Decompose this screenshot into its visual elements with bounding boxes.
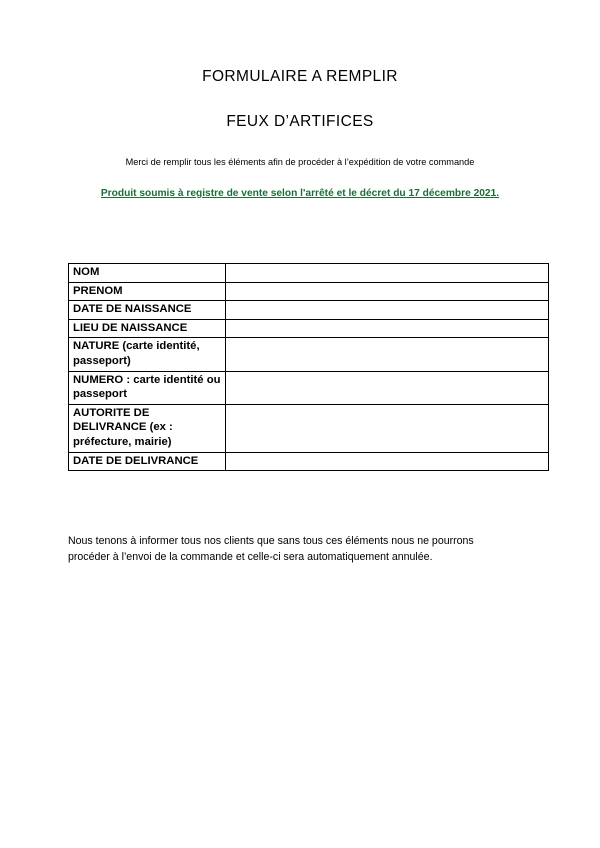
field-label-date-de-naissance: DATE DE NAISSANCE — [69, 301, 226, 320]
field-value-nature[interactable] — [226, 338, 549, 371]
field-value-date-de-delivrance[interactable] — [226, 452, 549, 471]
legal-notice-text: Produit soumis à registre de vente selon l'arrêté et le décret du 17 décembre 2021. — [100, 188, 500, 199]
field-value-prenom[interactable] — [226, 282, 549, 301]
page-title: FORMULAIRE A REMPLIR — [202, 68, 398, 85]
table-row — [69, 371, 549, 404]
table-row — [69, 452, 549, 471]
closing-line-2: procéder à l’envoi de la commande et celle-ci sera automatiquement annulée. — [68, 551, 433, 564]
field-value-nom[interactable] — [226, 264, 549, 283]
field-value-numero[interactable] — [226, 371, 549, 404]
table-row — [69, 404, 549, 452]
table-row — [69, 282, 549, 301]
identity-form-table — [68, 263, 549, 471]
table-row — [69, 264, 549, 283]
instruction-text: Merci de remplir tous les éléments afin de procéder à l’expédition de votre commande — [125, 157, 475, 167]
closing-line-1: Nous tenons à informer tous nos clients que sans tous ces éléments nous ne pourrons — [68, 535, 474, 548]
field-label-lieu-de-naissance: LIEU DE NAISSANCE — [69, 319, 226, 338]
field-value-date-de-naissance[interactable] — [226, 301, 549, 320]
field-value-autorite-de-delivrance[interactable] — [226, 404, 549, 452]
field-label-numero: NUMERO : carte identité ou passeport — [69, 371, 226, 404]
table-row — [69, 301, 549, 320]
table-row — [69, 338, 549, 371]
page-subtitle: FEUX D’ARTIFICES — [226, 113, 374, 130]
field-label-nom: NOM — [69, 264, 226, 283]
field-value-lieu-de-naissance[interactable] — [226, 319, 549, 338]
field-label-autorite-de-delivrance: AUTORITE DE DELIVRANCE (ex : préfecture, mairie) — [69, 404, 226, 452]
field-label-prenom: PRENOM — [69, 282, 226, 301]
closing-note — [68, 533, 508, 565]
field-label-date-de-delivrance: DATE DE DELIVRANCE — [69, 452, 226, 471]
table-row — [69, 319, 549, 338]
field-label-nature: NATURE (carte identité, passeport) — [69, 338, 226, 371]
